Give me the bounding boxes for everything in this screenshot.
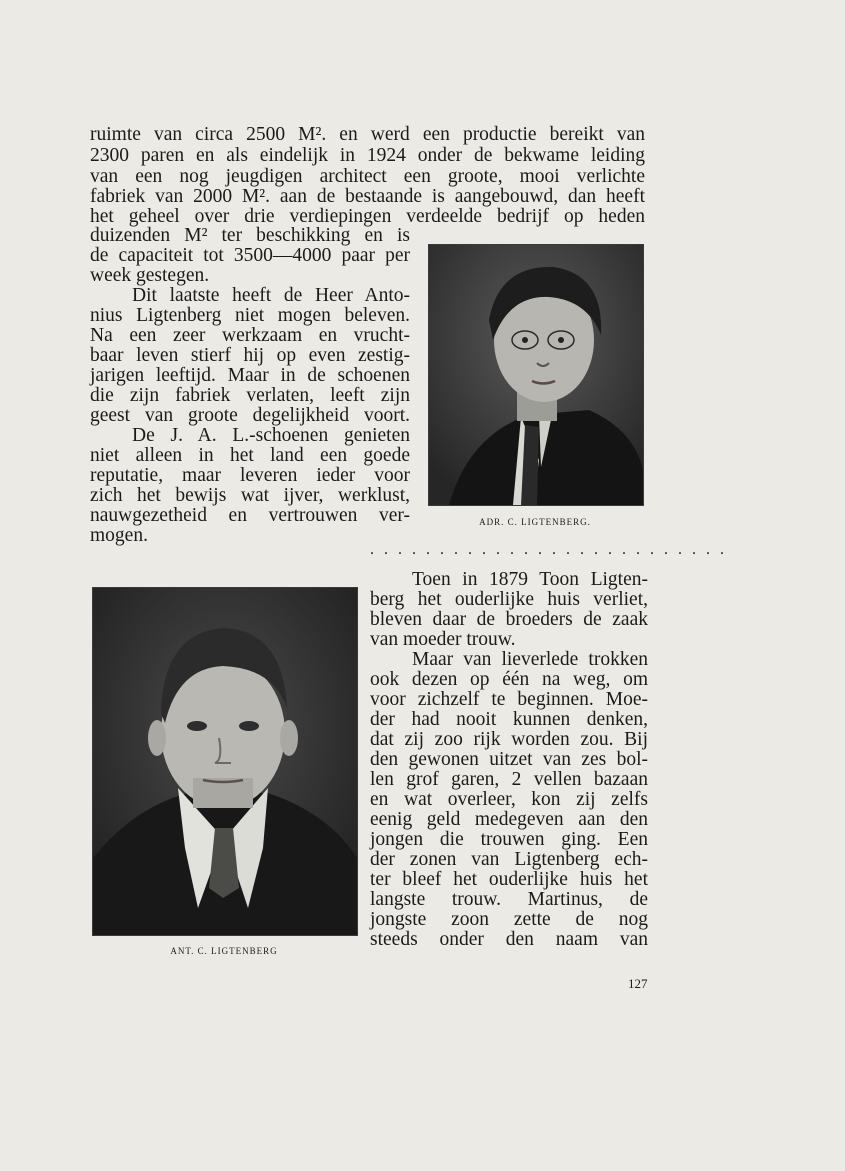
text-line: berg het ouderlijke huis verliet, [370, 589, 648, 610]
text-line: nius Ligtenberg niet mogen beleven. [90, 305, 410, 326]
portrait-image [429, 245, 643, 505]
text-line: baar leven stierf hij op even zestig- [90, 345, 410, 366]
text-line: der had nooit kunnen denken, [370, 709, 648, 730]
text-line: ook dezen op één na weg, om [370, 669, 648, 690]
text-line: voor zichzelf te beginnen. Moe- [370, 689, 648, 710]
text-line: dat zij zoo rijk worden zou. Bij [370, 729, 648, 750]
text-line: Toen in 1879 Toon Ligten- [412, 569, 648, 590]
text-line: ruimte van circa 2500 M². en werd een productie bereikt van [90, 124, 645, 145]
text-line: steeds onder den naam van [370, 929, 648, 950]
text-line: week gestegen. [90, 265, 210, 286]
text-line: 2300 paren en als eindelijk in 1924 onder de bekwame leiding [90, 145, 645, 166]
portrait-photo-ant [92, 587, 358, 936]
text-line: De J. A. L.-schoenen genieten [132, 425, 410, 446]
text-line: jongen die trouwen ging. Een [370, 829, 648, 850]
text-line: geest van groote degelijkheid voort. [90, 405, 410, 426]
page-number: 127 [628, 976, 648, 991]
text-line: zich het bewijs wat ijver, werklust, [90, 485, 410, 506]
text-line: den gewonen uitzet van zes bol- [370, 749, 648, 770]
photo-caption: ADR. C. LIGTENBERG. [479, 517, 591, 527]
text-line: het geheel over drie verdiepingen verdeelde bedrijf op heden [90, 206, 645, 227]
text-line: Na een zeer werkzaam en vrucht- [90, 325, 410, 346]
text-line: van moeder trouw. [370, 629, 516, 650]
text-line: duizenden M² ter beschikking en is [90, 225, 410, 246]
text-line: jarigen leeftijd. Maar in de schoenen [90, 365, 410, 386]
text-line: nauwgezetheid en vertrouwen ver- [90, 505, 410, 526]
photo-caption: ANT. C. LIGTENBERG [170, 946, 278, 956]
portrait-image [93, 588, 357, 935]
text-line: Maar van lieverlede trokken [412, 649, 648, 670]
text-line: reputatie, maar leveren ieder voor [90, 465, 410, 486]
text-line: fabriek van 2000 M². aan de bestaande is aangebouwd, dan heeft [90, 186, 645, 207]
text-line: bleven daar de broeders de zaak [370, 609, 648, 630]
text-line: eenig geld medegeven aan den [370, 809, 648, 830]
text-line: ter bleef het ouderlijke huis het [370, 869, 648, 890]
text-line: van een nog jeugdigen architect een groote, mooi verlichte [90, 166, 645, 187]
text-line: de capaciteit tot 3500—4000 paar per [90, 245, 410, 266]
dotted-separator: . . . . . . . . . . . . . . . . . . . . . . . . . . [370, 541, 727, 558]
text-line: der zonen van Ligtenberg ech- [370, 849, 648, 870]
text-line: Dit laatste heeft de Heer Anto- [132, 285, 410, 306]
text-line: die zijn fabriek verlaten, leeft zijn [90, 385, 410, 406]
text-line: niet alleen in het land een goede [90, 445, 410, 466]
text-line: len grof garen, 2 vellen bazaan [370, 769, 648, 790]
text-line: en wat overleer, kon zij zelfs [370, 789, 648, 810]
text-line: langste trouw. Martinus, de [370, 889, 648, 910]
text-line: jongste zoon zette de nog [370, 909, 648, 930]
portrait-photo-adr [428, 244, 644, 506]
text-line: mogen. [90, 525, 148, 546]
